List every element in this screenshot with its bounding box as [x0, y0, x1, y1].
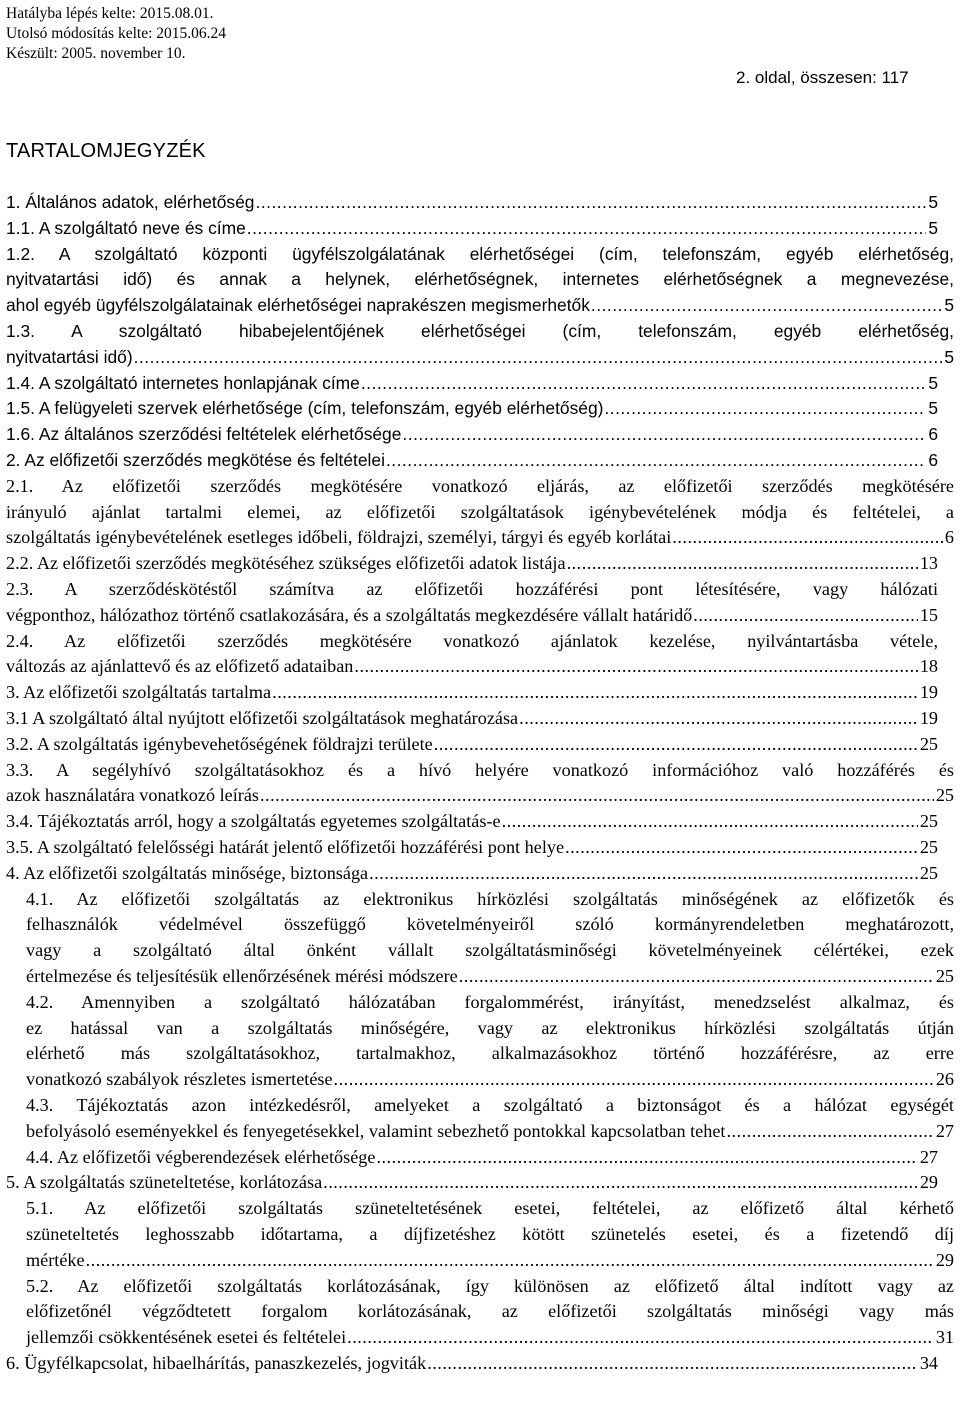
effective-date: Hatályba lépés kelte: 2015.08.01.	[6, 5, 214, 22]
toc-entry-text: vonatkozó szabályok részletes ismertetése	[26, 1069, 333, 1090]
toc-entry-text: 4.4. Az előfizetői végberendezések elérhetősége	[26, 1146, 376, 1167]
toc-entry[interactable]	[6, 732, 938, 758]
toc-entry-text: 3.2. A szolgáltatás igénybevehetőségének földrajzi területe	[6, 733, 433, 754]
toc-entry[interactable]	[6, 422, 938, 448]
toc-entry[interactable]	[6, 809, 938, 835]
dot-leader	[502, 809, 918, 835]
toc-entry-text: 3. Az előfizetői szolgáltatás tartalma	[6, 682, 272, 703]
toc-entry-text: 2.2. Az előfizetői szerződés megkötéséhez szükséges előfizetői adatok listája	[6, 553, 566, 574]
toc-entry-text: 5.1. Az előfizetői szolgáltatás szüneteltetésének esetei, feltételei, az előfizető által kérhető	[26, 1198, 954, 1219]
toc-entry-text: 1.6. Az általános szerződési feltételek elérhetősége	[6, 424, 402, 445]
toc-page-number: 5	[928, 372, 938, 393]
dot-leader	[519, 706, 918, 732]
toc-page-number: 25	[935, 785, 954, 806]
toc-entry-text: irányuló ajánlat tartalmi elemei, az előfizetői szolgáltatások igénybevételének módja és feltételei, a	[6, 501, 954, 522]
toc-entry[interactable]	[6, 1170, 938, 1196]
dot-leader	[272, 680, 918, 706]
toc-entry-text: változás az ajánlattevő és az előfizető adataiban	[6, 656, 354, 677]
toc-entry[interactable]	[26, 887, 954, 990]
toc-entry-text: 2.1. Az előfizetői szerződés megkötésére vonatkozó eljárás, az előfizetői szerződés megkötésére	[6, 475, 954, 496]
dot-leader	[386, 448, 926, 474]
toc-page-number: 27	[919, 1146, 938, 1167]
toc-page-number: 15	[919, 604, 938, 625]
dot-leader	[376, 1145, 917, 1171]
toc-entry-text: végponthoz, hálózathoz történő csatlakozására, és a szolgáltatás megkezdésére vállalt határidő	[6, 604, 693, 625]
dot-leader	[565, 835, 918, 861]
dot-leader	[604, 396, 926, 422]
toc-page-number: 25	[919, 811, 938, 832]
toc-page-number: 5	[928, 192, 938, 212]
dot-leader	[693, 603, 918, 629]
toc-page-number: 25	[919, 733, 938, 754]
toc-entry[interactable]	[6, 474, 954, 551]
toc-entry-text: vagy a szolgáltató által önként vállalt szolgáltatásminőségi követelményeinek célértékei, ezek	[26, 940, 954, 961]
toc-page-number: 5	[928, 398, 938, 419]
toc-page-number: 25	[919, 837, 938, 857]
toc-entry-text: ez hatással van a szolgáltatás minőségére, vagy az elektronikus hírközlési szolgáltatás útján	[26, 1017, 954, 1038]
toc-entry-text: 1.1. A szolgáltató neve és címe	[6, 217, 246, 238]
toc-page-number: 31	[935, 1327, 954, 1348]
toc-entry-text: 5. A szolgáltatás szüneteltetése, korlátozása	[6, 1172, 323, 1193]
toc-entry[interactable]	[6, 680, 938, 706]
toc-page-number: 19	[919, 708, 938, 728]
toc-entry[interactable]	[6, 448, 938, 474]
toc-entry[interactable]	[6, 190, 938, 216]
toc-entry-text: 4. Az előfizetői szolgáltatás minősége, biztonsága	[6, 862, 369, 883]
toc-entry-text: 4.1. Az előfizetői szolgáltatás az elektronikus hírközlési szolgáltatás minőségének az előfizetők és	[26, 888, 954, 909]
dot-leader	[361, 371, 926, 397]
toc-entry[interactable]	[6, 319, 954, 371]
toc-entry[interactable]	[6, 706, 938, 732]
toc-page-number: 13	[919, 553, 938, 574]
dot-leader	[402, 422, 926, 448]
toc-entry-text: 1. Általános adatok, elérhetőség	[6, 192, 255, 212]
dot-leader	[334, 1067, 934, 1093]
toc-entry[interactable]	[26, 990, 954, 1093]
toc-entry[interactable]	[26, 1145, 938, 1171]
toc-entry[interactable]	[6, 577, 938, 629]
toc-entry-text: elérhető más szolgáltatásokhoz, tartalmakhoz, alkalmazásokhoz történő hozzáférésre, az erre	[26, 1043, 954, 1064]
toc-entry[interactable]	[6, 396, 938, 422]
toc-entry[interactable]	[26, 1196, 954, 1273]
toc-entry[interactable]	[26, 1274, 954, 1351]
created-date: Készült: 2005. november 10.	[6, 45, 186, 62]
dot-leader	[255, 190, 926, 216]
toc-entry-text: szolgáltatás igénybevételének esetleges időbeli, földrajzi, személyi, tárgyi és egyéb korlátai	[6, 527, 672, 548]
dot-leader	[567, 551, 918, 577]
toc-entry-text: 3.5. A szolgáltató felelősségi határát jelentő előfizetői hozzáférési pont helye	[6, 837, 565, 857]
dot-leader	[726, 1119, 933, 1145]
toc-entry-text: 1.2. A szolgáltató központi ügyfélszolgálatának elérhetőségei (cím, telefonszám, egyéb elérhetőség,	[6, 243, 954, 264]
dot-leader	[347, 1325, 934, 1351]
dot-leader	[247, 216, 927, 242]
toc-page-number: 6	[928, 450, 938, 470]
toc-entry[interactable]	[6, 758, 954, 810]
dot-leader	[434, 732, 918, 758]
toc-entry-text: 3.1 A szolgáltató által nyújtott előfizetői szolgáltatások meghatározása	[6, 708, 519, 728]
toc-entry-text: 1.4. A szolgáltató internetes honlapjának címe	[6, 372, 360, 393]
toc-entry[interactable]	[6, 551, 938, 577]
toc-page-number: 6	[944, 527, 954, 548]
dot-leader	[591, 293, 942, 319]
toc-page-number: 34	[919, 1353, 938, 1373]
toc-page-number: 18	[919, 656, 938, 677]
toc-page-number: 26	[935, 1069, 954, 1090]
toc-entry-text: felhasználók védelmével összefüggő követelményeiről szóló kormányrendeletben meghatározott,	[26, 914, 954, 935]
toc-page-number: 6	[928, 424, 938, 445]
toc-entry-text: előfizetőnél végződtetett forgalom korlátozásának, az előfizetői szolgáltatás minőségi vagy más	[26, 1301, 954, 1322]
toc-entry-text: 6. Ügyfélkapcsolat, hibaelhárítás, panaszkezelés, jogviták	[6, 1353, 427, 1373]
toc-entry-text: 1.3. A szolgáltató hibabejelentőjének elérhetőségei (cím, telefonszám, egyéb elérhetőség,	[6, 321, 954, 341]
dot-leader	[354, 654, 917, 680]
toc-entry-text: értelmezése és teljesítésük ellenőrzésének mérési módszere	[26, 965, 458, 986]
toc-entry-text: 3.3. A segélyhívó szolgáltatásokhoz és a hívó helyére vonatkozó információhoz való hozzáférés és	[6, 759, 954, 780]
toc-entry-text: 4.2. Amennyiben a szolgáltató hálózatában forgalommérést, irányítást, menedzselést alkalmaz, és	[26, 991, 954, 1012]
toc-entry-text: ahol egyéb ügyfélszolgálatainak elérhetőségei naprakészen megismerhetők	[6, 295, 590, 316]
toc-entry-text: 3.4. Tájékoztatás arról, hogy a szolgáltatás egyetemes szolgáltatás-e	[6, 811, 501, 832]
toc-page-number: 29	[935, 1249, 954, 1270]
last-modified-date: Utolsó módosítás kelte: 2015.06.24	[6, 25, 227, 42]
toc-entry[interactable]	[6, 242, 954, 319]
toc-entry-text: 4.3. Tájékoztatás azon intézkedésről, amelyeket a szolgáltató a biztonságot és a hálózat egységét	[26, 1095, 954, 1115]
dot-leader	[323, 1170, 918, 1196]
dot-leader	[86, 1248, 934, 1274]
toc-entry[interactable]	[6, 216, 938, 242]
toc-entry-text: nyitvatartási idő)	[6, 346, 133, 367]
toc-title: TARTALOMJEGYZÉK	[6, 140, 206, 162]
dot-leader	[672, 525, 943, 551]
document-meta	[6, 4, 226, 64]
toc-page-number: 5	[944, 295, 954, 316]
toc-page-number: 27	[935, 1120, 954, 1141]
toc-entry-text: azok használatára vonatkozó leírás	[6, 785, 259, 806]
toc-entry[interactable]	[6, 371, 938, 397]
toc-entry[interactable]	[6, 861, 938, 887]
toc-entry-text: mértéke	[26, 1249, 85, 1270]
toc-page-number: 29	[919, 1172, 938, 1193]
toc-entry[interactable]	[26, 1093, 954, 1145]
toc-page-number: 25	[919, 862, 938, 883]
toc-entry[interactable]	[6, 629, 938, 681]
toc-page-number: 5	[944, 346, 954, 367]
page-counter: 2. oldal, összesen: 117	[736, 68, 909, 87]
toc-entry-text: 5.2. Az előfizetői szolgáltatás korlátozásának, így különösen az előfizető által indított vagy az	[26, 1275, 954, 1296]
dot-leader	[427, 1351, 918, 1377]
dot-leader	[134, 345, 943, 371]
dot-leader	[369, 861, 918, 887]
toc-entry[interactable]	[6, 1351, 938, 1377]
toc-entry-text: szüneteltetés leghosszabb időtartama, a díjfizetéshez kötött szünetelés esetei, és a fizetendő díj	[26, 1223, 954, 1244]
toc-entry-text: 2. Az előfizetői szerződés megkötése és feltételei	[6, 450, 385, 470]
toc-entry-text: jellemzői csökkentésének esetei és feltételei	[26, 1327, 347, 1348]
toc-page-number: 5	[928, 217, 938, 238]
dot-leader	[260, 783, 934, 809]
dot-leader	[459, 964, 934, 990]
toc-entry-text: befolyásoló eseményekkel és fenyegetésekkel, valamint sebezhető pontokkal kapcsolatban tehet	[26, 1120, 726, 1141]
toc-entry-text: 2.3. A szerződéskötéstől számítva az előfizetői hozzáférési pont létesítésére, vagy hálózati	[6, 579, 938, 599]
toc-page-number: 25	[935, 965, 954, 986]
toc-entry-text: 1.5. A felügyeleti szervek elérhetősége (cím, telefonszám, egyéb elérhetőség)	[6, 398, 604, 419]
toc-entry-text: 2.4. Az előfizetői szerződés megkötésére vonatkozó ajánlatok kezelése, nyilvántartásba vétele,	[6, 630, 938, 651]
toc-entry-text: nyitvatartási idő) és annak a helynek, elérhetőségnek, internetes elérhetőségnek a megnevezése,	[6, 269, 954, 290]
toc-page-number: 19	[919, 682, 938, 703]
toc-entry[interactable]	[6, 835, 938, 861]
